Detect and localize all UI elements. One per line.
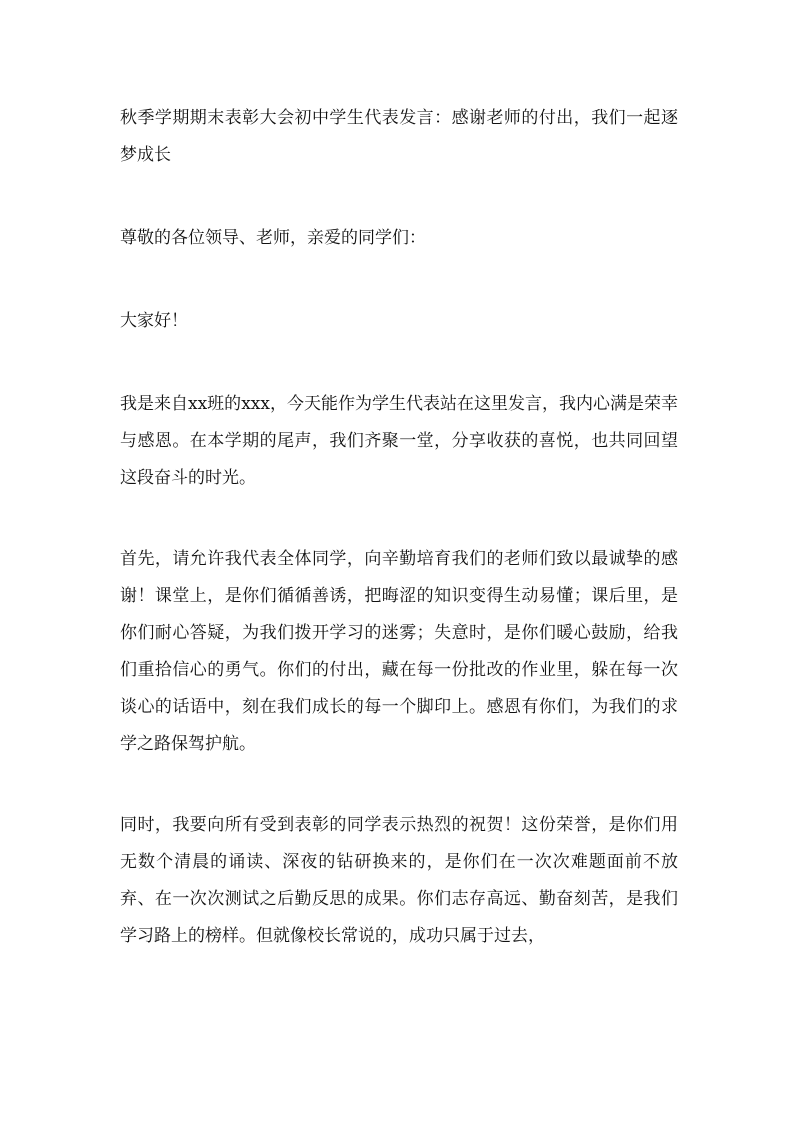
- paragraph-introduction: 我是来自xx班的xxx，今天能作为学生代表站在这里发言，我内心满是荣幸与感恩。在本学期的尾声，我们齐聚一堂，分享收获的喜悦，也共同回望这段奋斗的时光。: [120, 394, 678, 488]
- document-body: [120, 100, 678, 999]
- greeting: 大家好！: [120, 311, 188, 331]
- paragraph-thanks-teachers: 首先，请允许我代表全体同学，向辛勤培育我们的老师们致以最诚挚的感谢！课堂上，是你们循循善诱，把晦涩的知识变得生动易懂；课后里，是你们耐心答疑，为我们拨开学习的迷雾；失意时，是你们暖心鼓励，给我们重拾信心的勇气。你们的付出，藏在每一份批改的作业里，躲在每一次谈心的话语中，刻在我们成长的每一个脚印上。感恩有你们，为我们的求学之路保驾护航。: [120, 549, 678, 754]
- paragraph-congratulations: 同时，我要向所有受到表彰的同学表示热烈的祝贺！这份荣誉，是你们用无数个清晨的诵读、深夜的钻研换来的，是你们在一次次难题面前不放弃、在一次次测试之后勤反思的成果。你们志存高远、勤奋刻苦，是我们学习路上的榜样。但就像校长常说的，成功只属于过去，: [120, 815, 678, 946]
- salutation: 尊敬的各位领导、老师，亲爱的同学们：: [120, 228, 426, 248]
- document-title: 秋季学期期末表彰大会初中学生代表发言：感谢老师的付出，我们一起逐梦成长: [120, 108, 678, 165]
